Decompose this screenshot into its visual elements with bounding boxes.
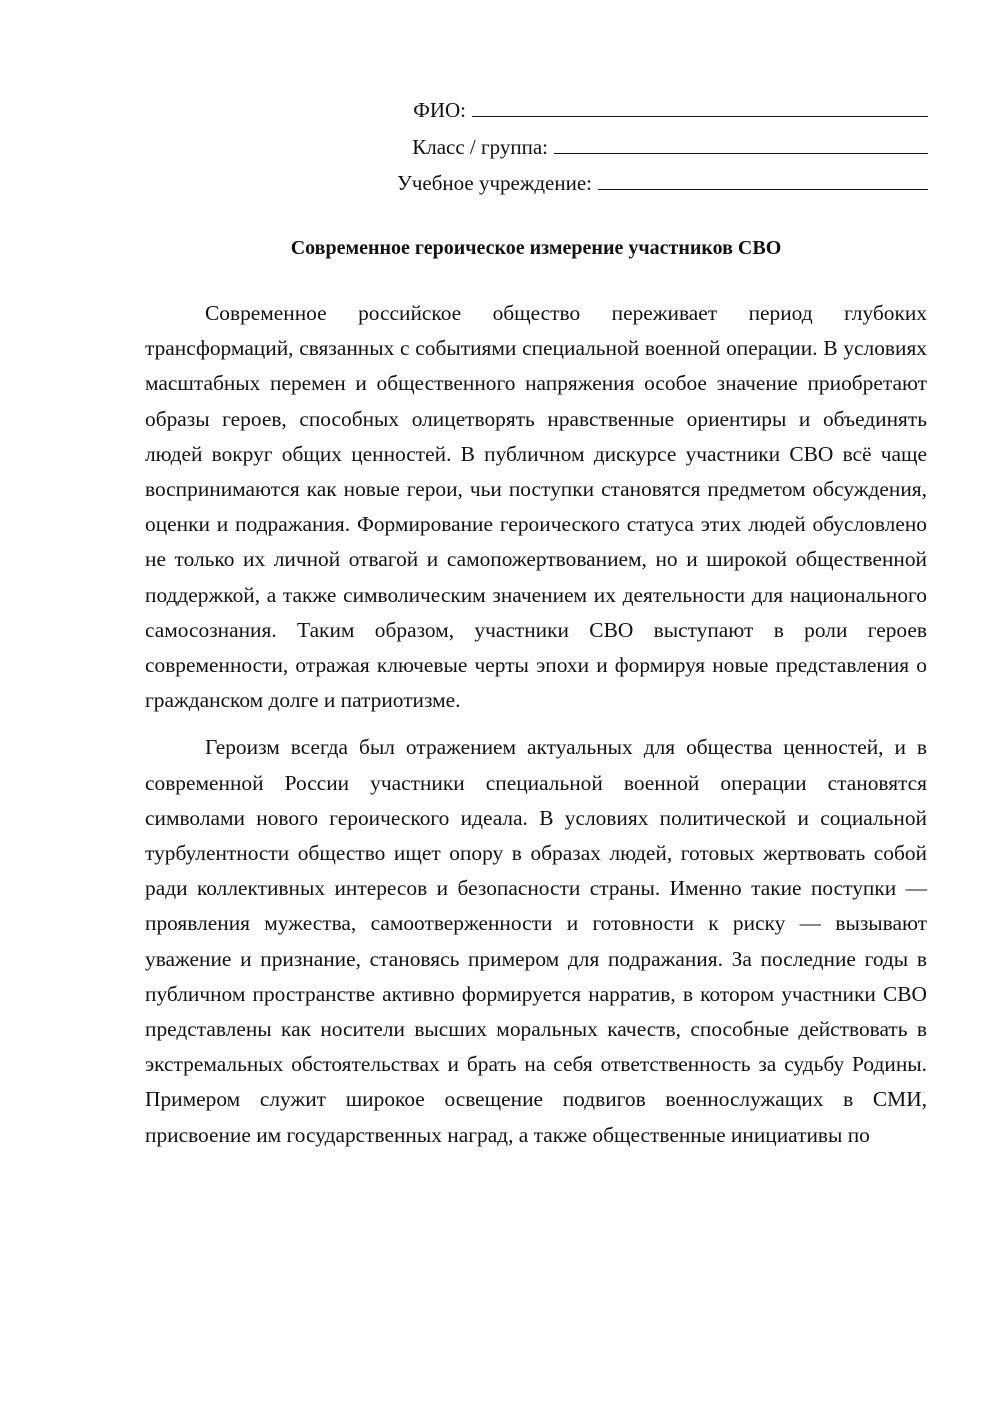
institution-field xyxy=(397,168,928,198)
document-title: Современное героическое измерение участников СВО xyxy=(290,237,782,259)
paragraph-2: Героизм всегда был отражением актуальных для общества ценностей, и в современной России участники специальной военной операции становятся символами нового героического идеала. В условиях политической и социальной турбулентности общество ищет опору в образах людей, готовых жертвовать собой ради коллективных интересов и безопасности страны. Именно такие поступки — проявления мужества, самоотверженности и готовности к риску — вызывают уважение и признание, становясь примером для подражания. За последние годы в публичном пространстве активно формируется нарратив, в котором участники СВО представлены как носители высших моральных качеств, способные действовать в экстремальных обстоятельствах и брать на себя ответственность за судьбу Родины. Примером служит широкое освещение подвигов военнослужащих в СМИ, присвоение им государственных наград, а также общественные инициативы по xyxy=(145,735,927,1147)
paragraph-1: Современное российское общество переживает период глубоких трансформаций, связанных с событиями специальной военной операции. В условиях масштабных перемен и общественного напряжения особое значение приобретают образы героев, способных олицетворять нравственные ориентиры и объединять людей вокруг общих ценностей. В публичном дискурсе участники СВО всё чаще воспринимаются как новые герои, чьи поступки становятся предметом обсуждения, оценки и подражания. Формирование героического статуса этих людей обусловлено не только их личной отвагой и самопожертвованием, но и широкой общественной поддержкой, а также символическим значением их деятельности для национального самосознания. Таким образом, участники СВО выступают в роли героев современности, отражая ключевые черты эпохи и формируя новые представления о гражданском долге и патриотизме. xyxy=(145,301,927,713)
class-group-field-blank-line[interactable] xyxy=(554,133,928,154)
class-group-field xyxy=(412,132,928,162)
name-field-label: ФИО: xyxy=(413,98,466,122)
document-body xyxy=(145,296,927,1153)
name-field xyxy=(413,95,928,125)
class-group-field-label: Класс / группа: xyxy=(412,135,548,159)
name-field-blank-line[interactable] xyxy=(472,96,928,117)
institution-field-label: Учебное учреждение: xyxy=(396,171,592,195)
institution-field-blank-line[interactable] xyxy=(598,169,928,190)
